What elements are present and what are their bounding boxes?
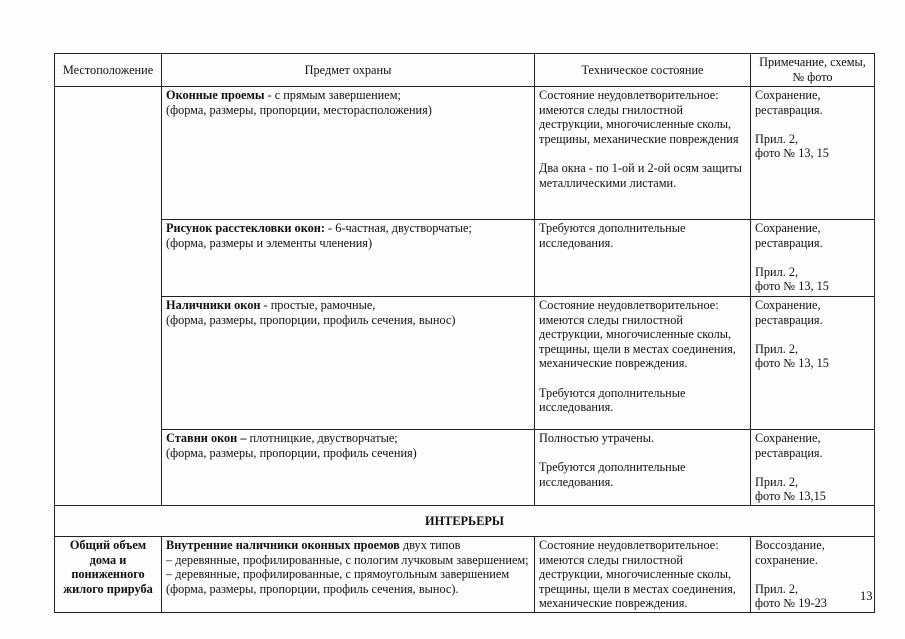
note-cell: [751, 220, 875, 297]
note-photo: фото № 13, 15: [755, 356, 829, 371]
table-row: [55, 220, 875, 297]
note-appendix: Прил. 2,: [755, 131, 799, 146]
subject-sub: (форма, размеры и элементы членения): [166, 235, 373, 250]
note-appendix: Прил. 2,: [755, 264, 799, 279]
table-row: [55, 430, 875, 506]
subject-cell: [162, 220, 535, 297]
note-cell: [751, 430, 875, 506]
note-photo: фото № 19-23: [755, 596, 827, 611]
subject-title: Рисунок расстекловки окон:: [166, 221, 325, 235]
condition-cell: [535, 430, 751, 506]
note-photo: фото № 13,15: [755, 489, 826, 504]
subject-desc: двух типов: [399, 537, 461, 552]
location-cell: Общий объем дома и пониженного жилого прируба: [55, 536, 162, 612]
condition-text: Состояние неудовлетворительное: имеются следы гнилостной деструкции, многочисленные сколы, трещины, щели в местах соединения, механические повреждения.: [539, 298, 736, 371]
condition-text-2: Два окна - по 1-ой и 2-ой осям защиты металлическими листами.: [539, 160, 742, 190]
condition-text-2: Требуются дополнительные исследования.: [539, 460, 686, 489]
subject-desc: - с прямым завершением;: [264, 88, 401, 102]
table-row: [55, 87, 875, 220]
table-row: [55, 297, 875, 430]
subject-desc: - простые, рамочные,: [260, 298, 376, 312]
subject-cell: [162, 536, 535, 612]
header-row: [55, 54, 875, 87]
note-photo: фото № 13, 15: [755, 279, 829, 294]
condition-cell: [535, 297, 751, 430]
subject-desc: плотницкие, двустворчатые;: [246, 431, 398, 445]
condition-cell: [535, 220, 751, 297]
note-action: Сохранение, реставрация.: [755, 298, 823, 327]
note-cell: [751, 297, 875, 430]
note-cell: [751, 536, 875, 612]
note-action: Воссоздание, сохранение.: [755, 537, 825, 567]
note-action: Сохранение, реставрация.: [755, 88, 823, 117]
subject-line: – деревянные, профилированные, с пологим лучковым завершением;: [166, 552, 529, 567]
subject-title: Ставни окон –: [166, 431, 247, 445]
note-appendix: Прил. 2,: [755, 341, 799, 356]
location-cell-empty: [55, 87, 162, 506]
note-photo: фото № 13, 15: [755, 146, 829, 161]
subject-line: (форма, размеры, пропорции, профиль сечения, вынос).: [166, 581, 459, 596]
subject-cell: [162, 297, 535, 430]
note-appendix: Прил. 2,: [755, 474, 799, 489]
condition-text-2: Требуются дополнительные исследования.: [539, 385, 686, 415]
subject-sub: (форма, размеры, пропорции, месторасположения): [166, 102, 432, 117]
subject-desc: - 6-частная, двустворчатые;: [324, 221, 472, 235]
page-number: 13: [860, 589, 873, 603]
protection-table: [54, 53, 875, 613]
subject-title: Оконные проемы: [166, 88, 265, 102]
subject-title: Внутренние наличники оконных проемов: [166, 537, 400, 552]
note-cell: [751, 87, 875, 220]
subject-title: Наличники окон: [166, 298, 261, 312]
note-action: Сохранение, реставрация.: [755, 221, 823, 250]
subject-sub: (форма, размеры, пропорции, профиль сечения, вынос): [166, 312, 456, 327]
subject-line: – деревянные, профилированные, с прямоугольным завершением: [166, 567, 510, 582]
condition-text: Состояние неудовлетворительное: имеются следы гнилостной деструкции, многочисленные сколы, трещины, щели в местах соединения, механические повреждения.: [539, 537, 736, 611]
subject-cell: [162, 87, 535, 220]
subject-cell: [162, 430, 535, 506]
condition-text: Состояние неудовлетворительное: имеются следы гнилостной деструкции, многочисленные сколы, трещины, механические повреждения: [539, 88, 739, 146]
header-subject: Предмет охраны: [162, 54, 535, 87]
header-note: Примечание, схемы, № фото: [751, 54, 875, 87]
note-appendix: Прил. 2,: [755, 581, 799, 596]
header-location: Местоположение: [55, 54, 162, 87]
note-action: Сохранение, реставрация.: [755, 431, 823, 460]
table-row: [55, 536, 875, 612]
section-heading: ИНТЕРЬЕРЫ: [55, 505, 875, 536]
condition-text: Требуются дополнительные исследования.: [539, 221, 686, 250]
condition-cell: [535, 536, 751, 612]
header-condition: Техническое состояние: [535, 54, 751, 87]
condition-text: Полностью утрачены.: [539, 431, 655, 445]
section-row: [55, 505, 875, 536]
subject-sub: (форма, размеры, пропорции, профиль сечения): [166, 445, 417, 460]
condition-cell: [535, 87, 751, 220]
